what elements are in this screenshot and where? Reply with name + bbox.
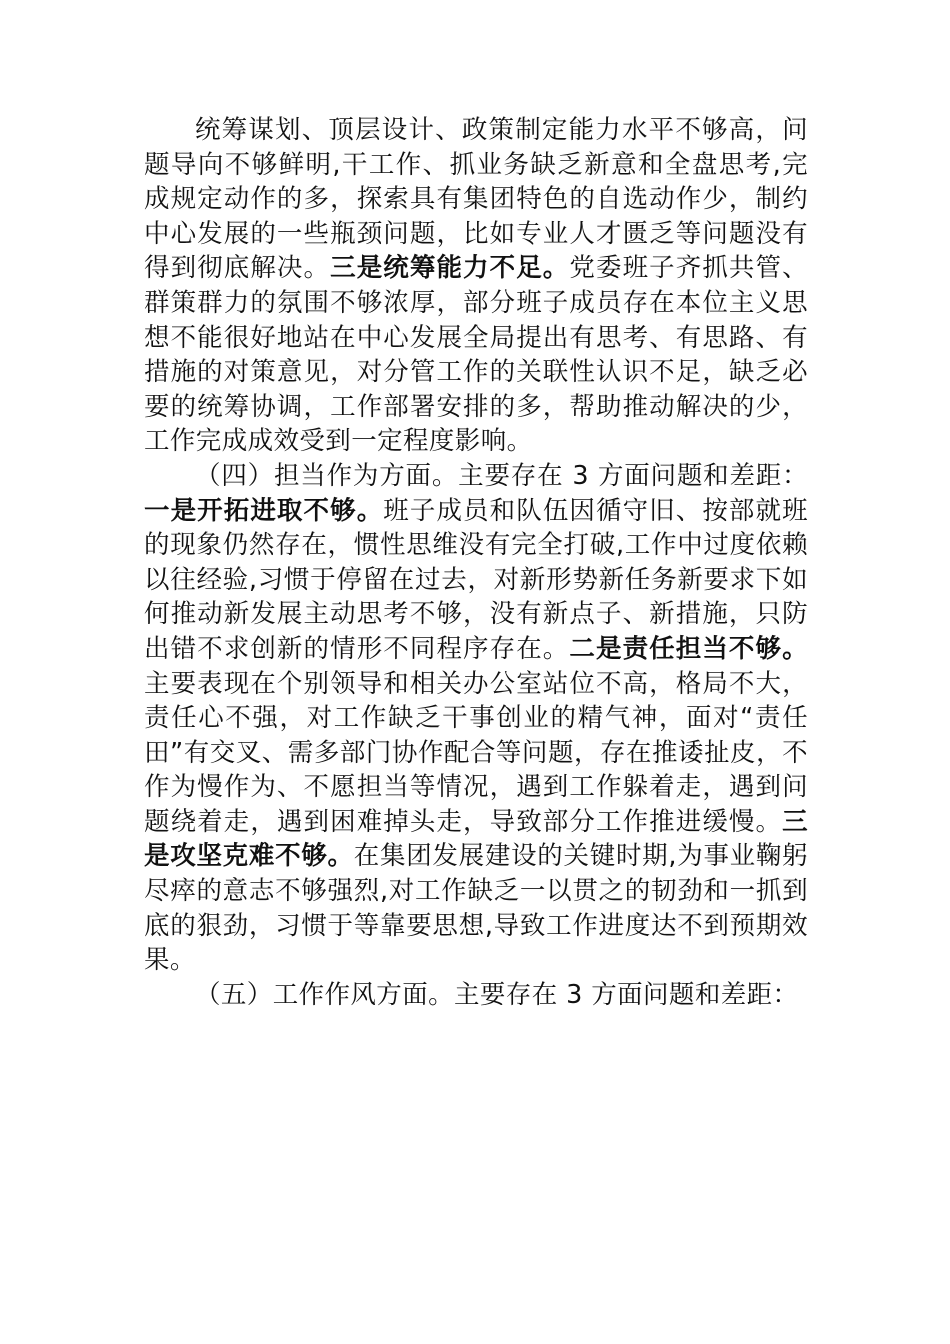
paragraph-text: 班子成员和队伍因循守旧、按部就班的现象仍然存在，惯性思维没有完全打破,工作中过度依赖以往经验,习惯于停留在过去，对新形势新任务新要求下如何推动新发展主动思考不够，没有新点子、新措施，只防出错不求创新的情形不同程序存在。 <box>144 495 809 664</box>
paragraph-text: 党委班子齐抓共管、群策群力的氛围不够浓厚，部分班子成员存在本位主义思想不能很好地站在中心发展全局提出有思考、有思路、有措施的对策意见，对分管工作的关联性认识不足，缺乏必要的统筹协调，工作部署安排的多，帮助推动解决的少，工作完成成效受到一定程度影响。 <box>144 253 808 457</box>
bold-heading-tackling-difficulties: 三是攻坚克难不够。 <box>144 806 808 872</box>
section-heading-four: （四）担当作为方面。主要存在 3 方面问题和差距： <box>195 460 808 491</box>
paragraph-section-four-responsibility <box>144 459 808 978</box>
paragraph-section-five-work-style <box>144 978 808 1013</box>
paragraph-text: 统筹谋划、顶层设计、政策制定能力水平不够高，问题导向不够鲜明,干工作、抓业务缺乏新意和全盘思考,完成规定动作的多，探索具有集团特色的自选动作少，制约中心发展的一些瓶颈问题，比如专业人才匮乏等问题没有得到彻底解决。 <box>144 115 808 284</box>
bold-heading-responsibility: 二是责任担当不够。 <box>569 633 808 664</box>
bold-heading-coordination-ability: 三是统筹能力不足。 <box>330 253 570 284</box>
paragraph-text: 在集团发展建设的关键时期,为事业鞠躬尽瘁的意志不够强烈,对工作缺乏一以贯之的韧劲和一抓到底的狠劲，习惯于等靠要思想,导致工作进度达不到预期效果。 <box>144 841 809 976</box>
paragraph-leadership-coordination <box>144 113 808 459</box>
paragraph-text: 主要表现在个别领导和相关办公室站位不高，格局不大，责任心不强，对工作缺乏干事创业的精气神，面对“责任田”有交叉、需多部门协作配合等问题，存在推诿扯皮，不作为慢作为、不愿担当等情况，遇到工作躲着走，遇到问题绕着走，遇到困难掉头走，导致部分工作推进缓慢。 <box>144 668 808 837</box>
section-heading-five: （五）工作作风方面。主要存在 3 方面问题和差距： <box>195 979 799 1010</box>
bold-heading-pioneering: 一是开拓进取不够。 <box>144 495 384 526</box>
document-body <box>144 113 808 1012</box>
